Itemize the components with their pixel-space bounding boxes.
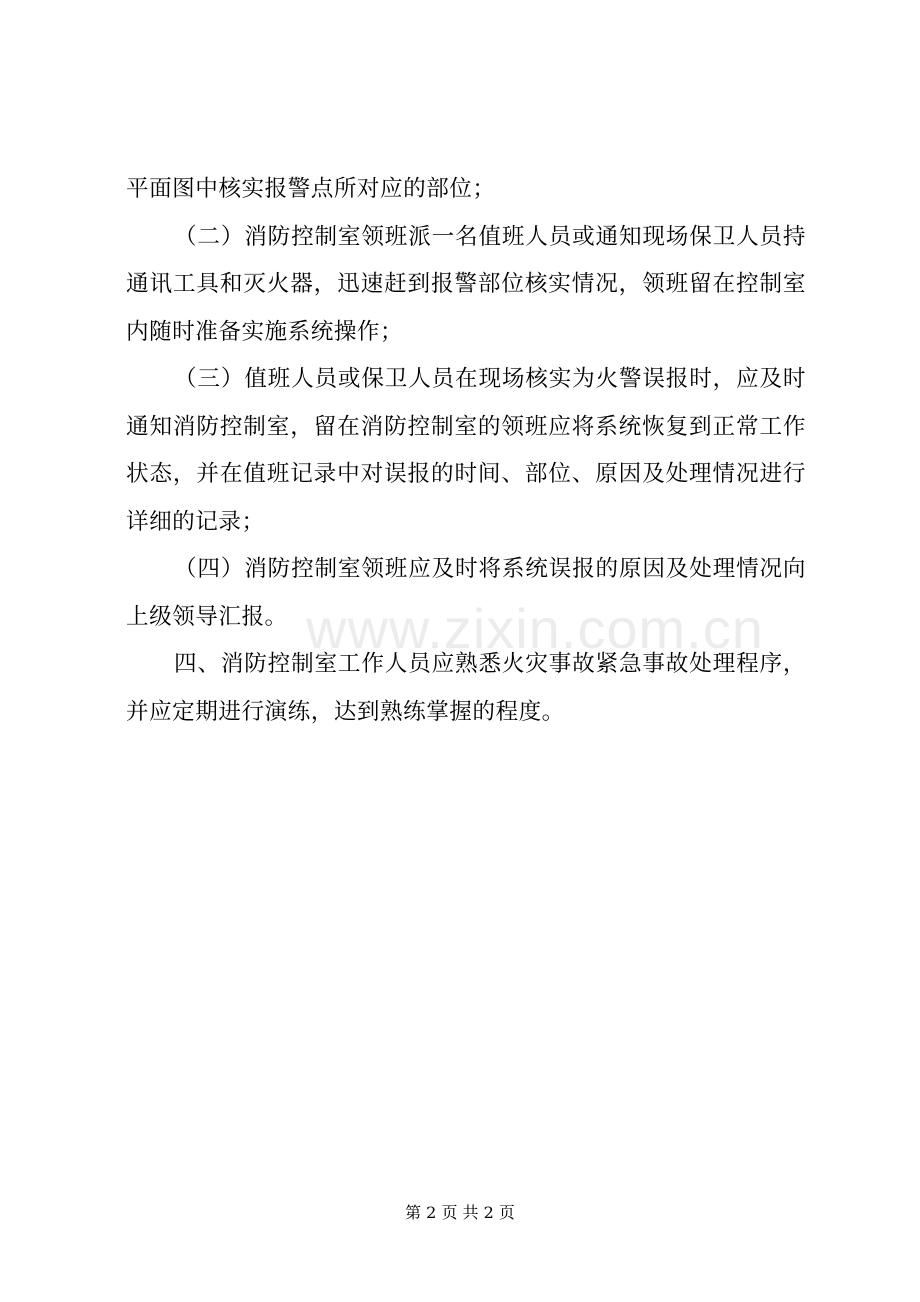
paragraph-item-2: （二）消防控制室领班派一名值班人员或通知现场保卫人员持通讯工具和灭火器，迅速赶到报警部位核实情况，领班留在控制室内随时准备实施系统操作；: [126, 223, 806, 345]
page-footer: 第 2 页 共 2 页: [405, 1203, 515, 1222]
document-body: [126, 166, 806, 736]
paragraph-continuation: 平面图中核实报警点所对应的部位；: [126, 176, 496, 202]
paragraph-item-4: （四）消防控制室领班应及时将系统误报的原因及处理情况向上级领导汇报。: [126, 556, 806, 630]
paragraph-section-4: 四、消防控制室工作人员应熟悉火灾事故紧急事故处理程序，并应定期进行演练，达到熟练掌握的程度。: [126, 651, 806, 725]
paragraph-item-3: （三）值班人员或保卫人员在现场核实为火警误报时，应及时通知消防控制室，留在消防控制室的领班应将系统恢复到正常工作状态，并在值班记录中对误报的时间、部位、原因及处理情况进行详细的记录；: [126, 366, 806, 535]
watermark: www.zixin.com.cn: [306, 597, 764, 660]
